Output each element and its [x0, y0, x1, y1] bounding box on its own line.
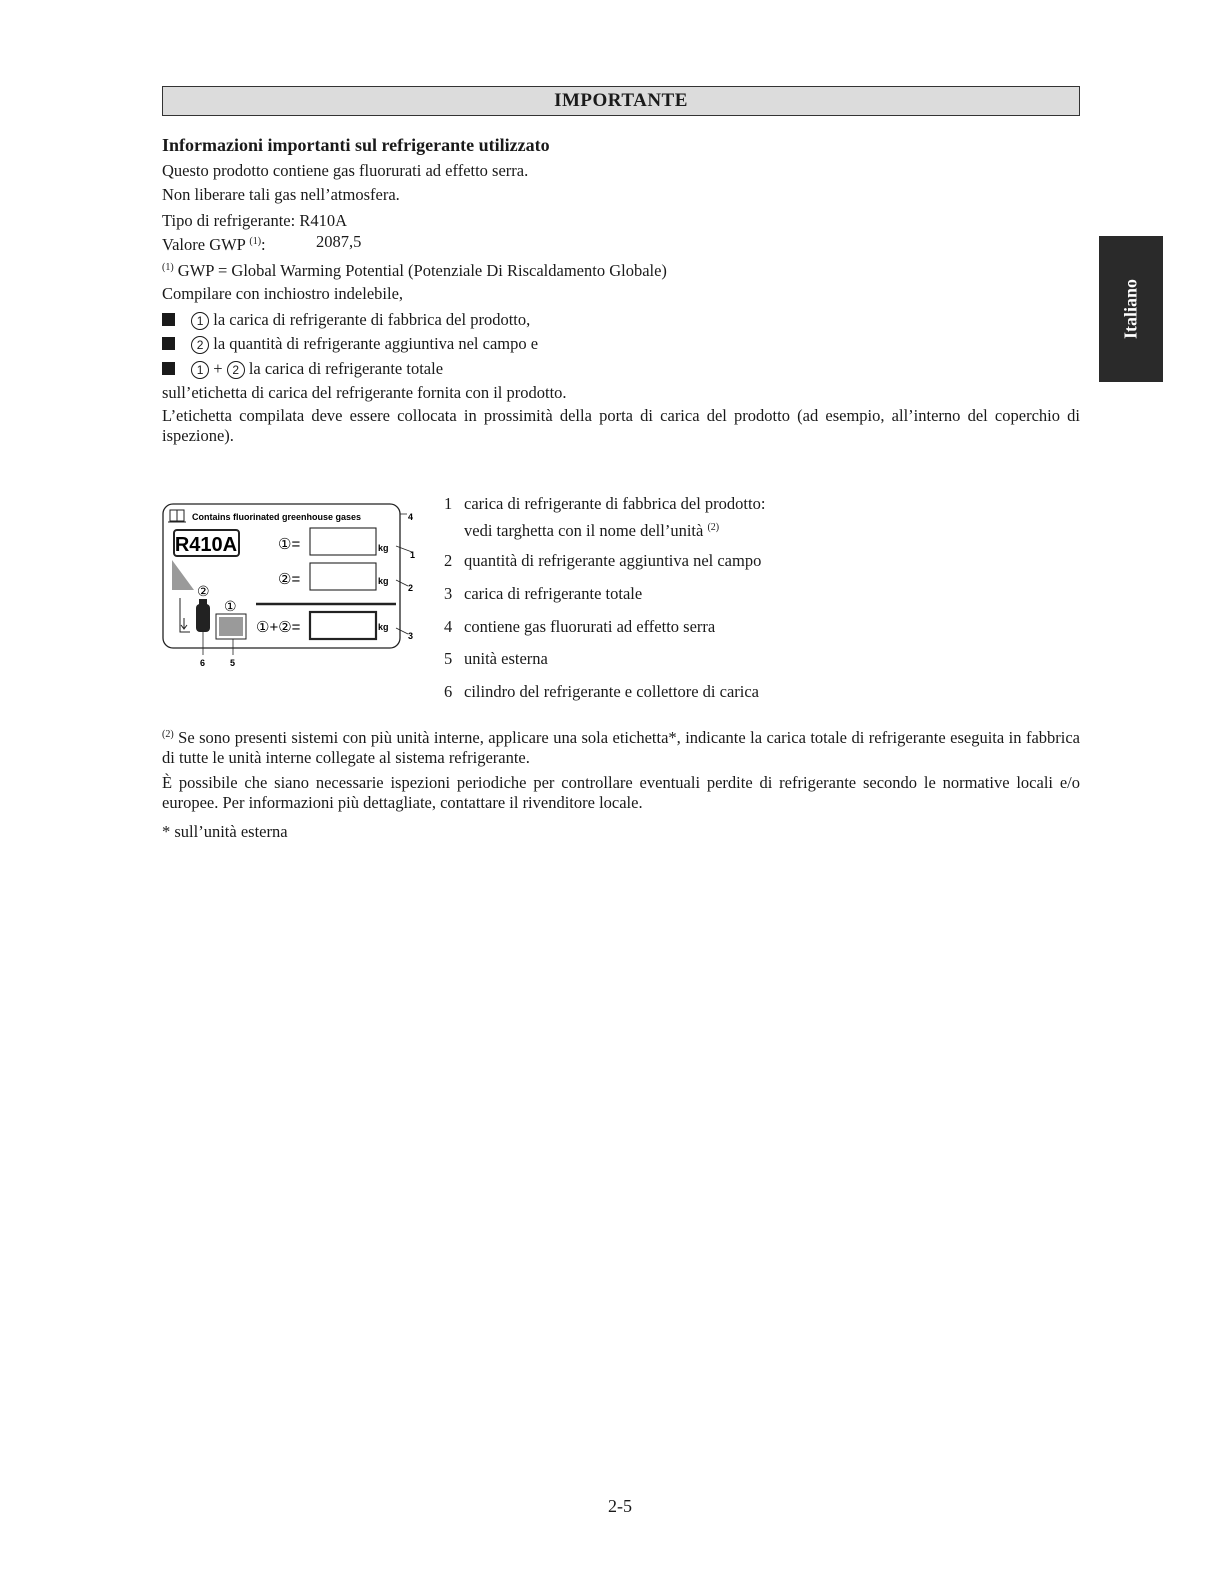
footnote-2-marker: (2) [162, 729, 174, 740]
bullet-text: la quantità di refrigerante aggiuntiva nel campo e [213, 334, 539, 353]
unit-kg: kg [378, 576, 389, 586]
section-heading: Informazioni importanti sul refrigerante utilizzato [162, 135, 550, 155]
callout-5: 5 [230, 658, 236, 668]
gwp-footnote-ref: (1) [249, 236, 262, 247]
manual-book-icon [168, 510, 186, 522]
circled-number: 1 [191, 361, 209, 379]
refrigerant-type-label: Tipo di refrigerante: [162, 211, 296, 230]
value-box-1 [310, 528, 376, 555]
circled-number: 2 [191, 336, 209, 354]
bullet-square-icon [162, 362, 175, 375]
language-tab-label: Italiano [1120, 278, 1141, 340]
label-header-text: Contains fluorinated greenhouse gases [192, 512, 362, 522]
legend-text: carica di refrigerante totale [464, 584, 643, 603]
legend-number: 3 [444, 584, 453, 603]
footnote-2-text: Se sono presenti sistemi con più unità interne, applicare una sola etichetta*, indicante la carica totale di refrigerante eseguita in fabbrica di tutte le unità interne collegate al sistema refrigerante. [162, 728, 1080, 767]
circle-1-marker: ① [224, 598, 237, 614]
legend-text: unità esterna [464, 649, 548, 668]
callout-6: 6 [200, 658, 206, 668]
language-tab [1099, 236, 1163, 382]
callout-4: 4 [408, 512, 414, 522]
label-note: sull’etichetta di carica del refrigerante fornita con il prodotto. [162, 383, 567, 402]
legend-item-4 [444, 617, 715, 637]
refrigerant-code: R410A [174, 534, 238, 556]
outdoor-unit-icon [219, 617, 243, 636]
legend-number: 2 [444, 551, 453, 570]
legend-text: carica di refrigerante di fabbrica del prodotto: [464, 494, 766, 513]
legend-item-2 [444, 551, 761, 571]
asterisk-note: * sull’unità esterna [162, 822, 288, 841]
section-header: IMPORTANTE [162, 86, 1080, 116]
callout-1: 1 [410, 550, 416, 560]
legend-item-6 [444, 682, 759, 702]
legend-number: 1 [444, 494, 453, 513]
legend-item-1-continued [464, 518, 719, 541]
gwp-colon: : [261, 235, 266, 254]
footnote-2 [162, 725, 1080, 768]
circled-number: 2 [227, 361, 245, 379]
paragraph-line: Non liberare tali gas nell’atmosfera. [162, 185, 400, 204]
value-box-3 [310, 612, 376, 639]
flow-arrow-icon [181, 618, 187, 629]
refrigerant-type-value: R410A [299, 211, 347, 230]
callout-3: 3 [408, 631, 414, 641]
bullet-square-icon [162, 313, 175, 326]
bullet-item-2 [162, 334, 538, 354]
page-number: 2-5 [608, 1496, 632, 1516]
bullet-item-3 [162, 359, 443, 379]
legend-item-5 [444, 649, 548, 669]
bullet-item-1 [162, 310, 530, 330]
footnote-1 [162, 258, 667, 281]
legend-text: vedi targhetta con il nome dell’unità [464, 521, 704, 540]
refrigerant-label-diagram [160, 500, 430, 675]
circle-2-marker: ② [197, 583, 210, 599]
bullet-square-icon [162, 337, 175, 350]
charging-manifold-icon [172, 560, 194, 590]
unit-kg: kg [378, 543, 389, 553]
gwp-label: Valore GWP [162, 235, 246, 254]
bullet-text: la carica di refrigerante totale [248, 359, 444, 378]
legend-text: contiene gas fluorurati ad effetto serra [464, 617, 716, 636]
placement-note: L’etichetta compilata deve essere collocata in prossimità della porta di carica del prodotto (ad esempio, all’interno del coperchio di ispezione). [162, 406, 1080, 445]
value-box-2 [310, 563, 376, 590]
equation-3: ①+②= [256, 619, 301, 636]
legend-text: cilindro del refrigerante e collettore di carica [464, 682, 760, 701]
legend-number: 5 [444, 649, 453, 668]
gwp-row [162, 232, 266, 255]
bullet-text: la carica di refrigerante di fabbrica del prodotto, [213, 310, 531, 329]
legend-item-1 [444, 494, 765, 514]
equation-1: ①= [278, 536, 301, 553]
callout-2: 2 [408, 583, 414, 593]
footnote-1-marker: (1) [162, 262, 174, 273]
unit-kg: kg [378, 622, 389, 632]
refrigerant-cylinder-icon [196, 604, 210, 632]
circled-number: 1 [191, 312, 209, 330]
inspection-note: È possibile che siano necessarie ispezioni periodiche per controllare eventuali perdite di refrigerante secondo le normative locali e/o europee. Per informazioni più dettagliate, contattare il rivenditore locale. [162, 773, 1080, 812]
paragraph-line: Questo prodotto contiene gas fluorurati ad effetto serra. [162, 161, 529, 180]
compile-intro: Compilare con inchiostro indelebile, [162, 284, 404, 303]
footnote-1-text: GWP = Global Warming Potential (Potenziale Di Riscaldamento Globale) [177, 261, 667, 280]
legend-item-3 [444, 584, 642, 604]
refrigerant-type-row [162, 211, 347, 231]
footnote-2-ref: (2) [707, 522, 720, 533]
gwp-value: 2087,5 [316, 232, 362, 251]
legend-number: 4 [444, 617, 453, 636]
equation-2: ②= [278, 571, 301, 588]
legend-text: quantità di refrigerante aggiuntiva nel campo [464, 551, 762, 570]
legend-number: 6 [444, 682, 453, 701]
plus-sign: + [213, 359, 223, 378]
